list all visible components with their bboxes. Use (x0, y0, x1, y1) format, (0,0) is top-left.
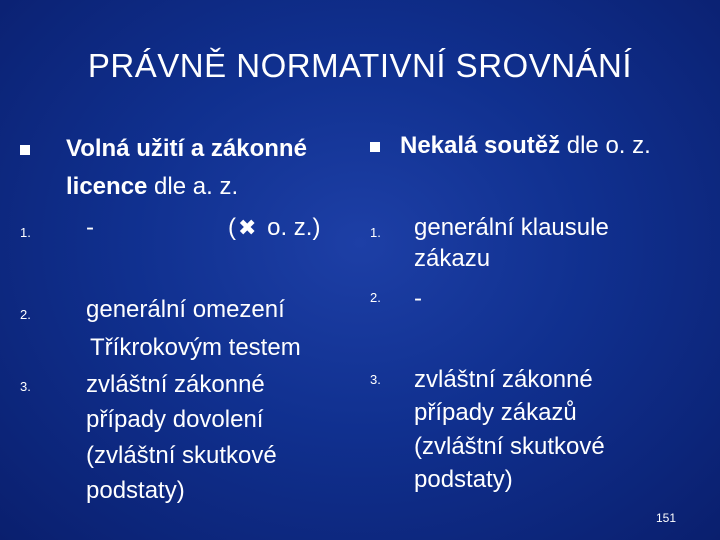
right-item3-line3: (zvláštní skutkové (414, 433, 605, 460)
right-item1-number: 1. (370, 225, 381, 240)
page-number: 151 (656, 511, 677, 525)
left-heading-bold2: licence (66, 173, 148, 200)
right-bullet-icon (370, 142, 380, 152)
left-item3-line1: zvláštní zákonné (86, 371, 265, 398)
left-bullet-icon (20, 145, 30, 155)
right-item2-dash: - (414, 285, 422, 312)
right-item3-line4: podstaty) (414, 466, 513, 493)
right-item1-line2: zákazu (414, 245, 491, 272)
left-item1-dash: - (86, 214, 94, 241)
left-heading-line2 (66, 172, 238, 202)
right-item3-number: 3. (370, 372, 381, 387)
left-heading-line1 (66, 134, 307, 164)
left-item3-number: 3. (20, 379, 31, 394)
right-heading-normal: dle o. z. (560, 132, 651, 159)
left-item2-line1: generální omezení (86, 296, 285, 323)
left-item2-line2: Tříkrokovým testem (90, 334, 301, 361)
left-heading-bold: Volná užití a zákonné (66, 135, 307, 162)
left-item1-paren-text: o. z.) (267, 214, 321, 241)
right-heading (400, 131, 651, 161)
left-item1-paren-open: ( (228, 214, 236, 241)
left-item1-paren (228, 213, 320, 243)
left-item2-number: 2. (20, 307, 31, 322)
left-item1-number: 1. (20, 225, 31, 240)
left-item3-line4: podstaty) (86, 477, 185, 504)
slide-title: PRÁVNĚ NORMATIVNÍ SROVNÁNÍ (87, 47, 633, 84)
right-heading-bold: Nekalá soutěž (400, 132, 561, 159)
left-item3-line2: případy dovolení (86, 406, 264, 433)
left-heading-normal: dle a. z. (147, 173, 239, 200)
right-item1-line1: generální klausule (414, 214, 609, 241)
right-item3-line2: případy zákazů (414, 399, 577, 426)
right-item2-number: 2. (370, 290, 381, 305)
right-item3-line1: zvláštní zákonné (414, 366, 593, 393)
cross-icon: ✖ (238, 215, 257, 240)
left-item3-line3: (zvláštní skutkové (86, 442, 277, 469)
